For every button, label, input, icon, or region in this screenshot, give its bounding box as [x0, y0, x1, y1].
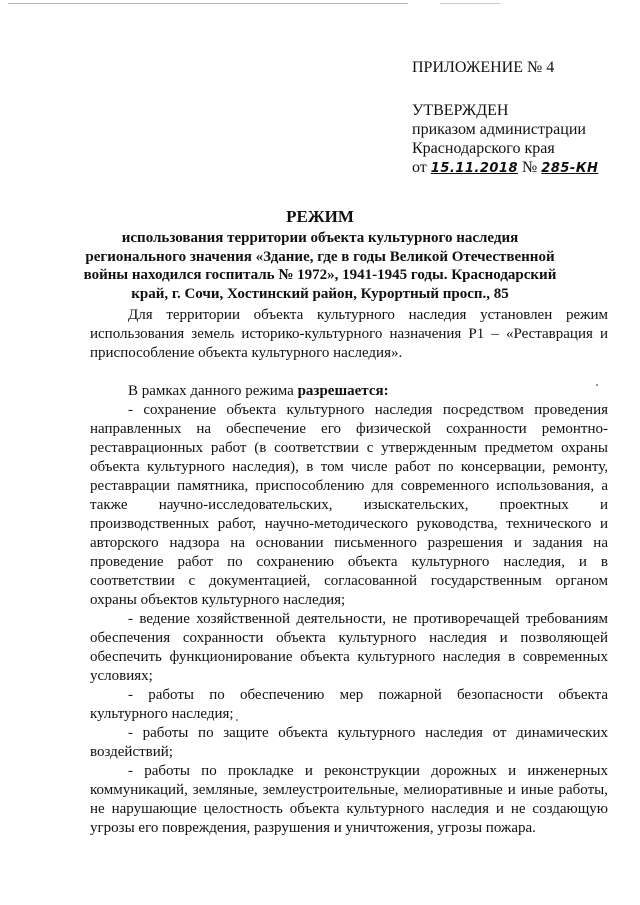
list-item: - ведение хозяйственной деятельности, не противоречащей требованиям обеспечения сохранности объекта культурного наследия и позволяющей обеспечить функционирование объекта культурного наследия в современных условиях; [90, 611, 608, 684]
allowed-bold: разрешается: [297, 383, 389, 399]
title-subtitle: использования территории объекта культурного наследия регионального значения «Здание, где в годы Великой Отечественной войны находился госпиталь № 1972», 1941-1945 годы. Краснодарский край, г. Сочи, Хостинский район, Курортный просп., 85 [83, 230, 557, 302]
approved-label: УТВЕРЖДЕН [412, 102, 509, 119]
scan-edge-line [440, 3, 500, 4]
approval-block [412, 58, 627, 178]
document-body [90, 306, 608, 838]
list-item: - сохранение объекта культурного наследия посредством проведения направленных на обеспечение его физической сохранности ремонтно-реставрационных работ (в соответствии с утвержденным предметом охраны объекта культурного наследия), в том числе работ по консервации, ремонту, реставрации памятника, приспособлению для современного использования, а также научно-исследовательских, изыскательских, проектных и производственных работ, научно-методического руководства, технического и авторского надзора на основании письменного разрешения и задания на проведение работ по сохранению объекта культурного наследия, и в соответствии с документацией, согласованной государственным органом охраны объектов культурного наследия; [90, 402, 608, 608]
date-prefix: от [412, 159, 427, 176]
document-title [80, 207, 560, 303]
date-number-line [412, 158, 627, 178]
order-line-1: приказом администрации [412, 121, 586, 138]
list-item: - работы по прокладке и реконструкции дорожных и инженерных коммуникаций, земляные, землеустроительные, мелиоративные и иные работы, не нарушающие целостность объекта культурного наследия и не создающую угрозы его повреждения, разрушения и уничтожения, угрозы пожара. [90, 763, 608, 836]
handwritten-date: 15.11.2018 [430, 161, 519, 176]
appendix-label: ПРИЛОЖЕНИЕ № 4 [412, 59, 555, 76]
number-prefix: № [522, 159, 538, 176]
allowed-heading [90, 382, 608, 401]
list-item: - работы по обеспечению мер пожарной безопасности объекта культурного наследия; [90, 687, 608, 722]
intro-paragraph: Для территории объекта культурного наследия установлен режим использования земель историко-культурного назначения Р1 – «Реставрация и приспособление объекта культурного наследия». [90, 307, 608, 361]
title-heading: РЕЖИМ [286, 207, 354, 226]
handwritten-number: 285-КН [541, 161, 599, 176]
list-item: - работы по защите объекта культурного наследия от динамических воздействий; [90, 725, 608, 760]
allowed-prefix: В рамках данного режима [128, 383, 298, 399]
order-line-2: Краснодарского края [412, 140, 555, 157]
scan-edge-line [8, 3, 408, 4]
